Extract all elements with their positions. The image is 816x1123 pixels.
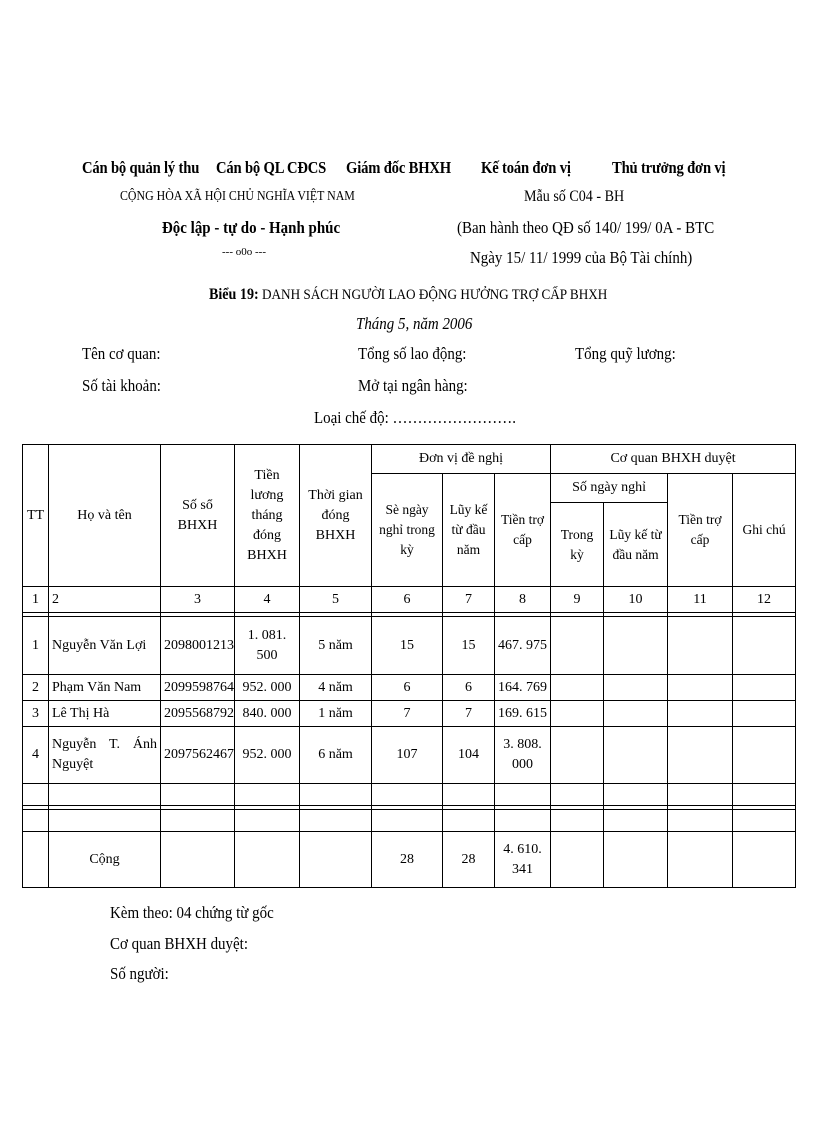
row-allowance: 169. 615	[495, 701, 551, 727]
header-book-no: Số sổ BHXH	[161, 445, 235, 587]
empty-row	[23, 784, 796, 806]
total-allowance: 4. 610. 341	[495, 832, 551, 888]
row-cumulative: 104	[443, 727, 495, 784]
row-tt: 3	[23, 701, 49, 727]
attached-documents: Kèm theo: 04 chứng từ gốc	[110, 903, 274, 922]
index-cell: 11	[668, 587, 733, 613]
index-cell: 1	[23, 587, 49, 613]
row-name: Lê Thị Hà	[49, 701, 161, 727]
total-workers-label: Tổng số lao động:	[358, 344, 467, 363]
row-name: Nguyễn T. Ánh Nguyệt	[49, 727, 161, 784]
table-row	[23, 727, 796, 784]
signature-accountant: Kế toán đơn vị	[481, 158, 571, 177]
header-days-group: Số ngày nghỉ	[551, 474, 668, 503]
header-name: Họ và tên	[49, 445, 161, 587]
header-tt: TT	[23, 445, 49, 587]
row-duration: 6 năm	[300, 727, 372, 784]
table-row	[23, 617, 796, 675]
row-allowance: 164. 769	[495, 675, 551, 701]
total-label: Cộng	[49, 832, 161, 888]
row-tt: 2	[23, 675, 49, 701]
row-duration: 1 năm	[300, 701, 372, 727]
country-name: CỘNG HÒA XÃ HỘI CHỦ NGHĨA VIỆT NAM	[120, 188, 355, 203]
index-cell: 6	[372, 587, 443, 613]
row-book-no: 2095568792	[161, 701, 235, 727]
page-title	[209, 286, 607, 304]
header-unit-proposal: Đơn vị đề nghị	[372, 445, 551, 474]
agency-label: Tên cơ quan:	[82, 344, 161, 363]
header-agency-allowance: Tiền trợ cấp	[668, 474, 733, 587]
bank-label: Mở tại ngân hàng:	[358, 376, 468, 395]
total-row	[23, 832, 796, 888]
signature-union-manager: Cán bộ QL CĐCS	[216, 158, 327, 177]
agency-approved: Cơ quan BHXH duyệt:	[110, 934, 248, 953]
total-salary-label: Tổng quỹ lương:	[575, 344, 676, 363]
table-row	[23, 701, 796, 727]
people-count: Số người:	[110, 964, 169, 983]
header-days-off: Sè ngày nghỉ trong kỳ	[372, 474, 443, 587]
row-cumulative: 7	[443, 701, 495, 727]
row-book-no: 2099598764	[161, 675, 235, 701]
row-duration: 5 năm	[300, 617, 372, 675]
header-cumulative: Lũy kế từ đầu năm	[443, 474, 495, 587]
index-cell: 10	[604, 587, 668, 613]
national-motto: Độc lập - tự do - Hạnh phúc	[162, 218, 341, 237]
header-allowance: Tiền trợ cấp	[495, 474, 551, 587]
row-salary: 1. 081. 500	[235, 617, 300, 675]
report-period: Tháng 5, năm 2006	[356, 314, 473, 333]
row-days: 7	[372, 701, 443, 727]
row-book-no: 2097562467	[161, 727, 235, 784]
row-salary: 952. 000	[235, 675, 300, 701]
header-in-period: Trong kỳ	[551, 503, 604, 587]
row-name: Phạm Văn Nam	[49, 675, 161, 701]
header-salary: Tiền lương tháng đóng BHXH	[235, 445, 300, 587]
row-tt: 4	[23, 727, 49, 784]
index-cell: 7	[443, 587, 495, 613]
allowance-table	[22, 444, 796, 888]
row-salary: 952. 000	[235, 727, 300, 784]
row-salary: 840. 000	[235, 701, 300, 727]
regime-label: Loại chế độ: …………………….	[314, 408, 516, 427]
index-cell: 8	[495, 587, 551, 613]
title-label: Biểu 19:	[209, 286, 259, 303]
form-number: Mẫu số C04 - BH	[524, 188, 625, 205]
account-label: Số tài khoản:	[82, 376, 161, 395]
index-cell: 5	[300, 587, 372, 613]
issued-decision: (Ban hành theo QĐ số 140/ 199/ 0A - BTC	[457, 218, 715, 237]
empty-row	[23, 810, 796, 832]
header-agency-approval: Cơ quan BHXH duyệt	[551, 445, 796, 474]
index-row	[23, 587, 796, 613]
total-days: 28	[372, 832, 443, 888]
header-note: Ghi chú	[733, 474, 796, 587]
index-cell: 9	[551, 587, 604, 613]
row-cumulative: 6	[443, 675, 495, 701]
signature-collector: Cán bộ quản lý thu	[82, 158, 200, 177]
issued-date: Ngày 15/ 11/ 1999 của Bộ Tài chính)	[470, 248, 693, 267]
row-cumulative: 15	[443, 617, 495, 675]
signature-director: Giám đốc BHXH	[346, 158, 451, 177]
row-book-no: 2098001213	[161, 617, 235, 675]
index-cell: 2	[49, 587, 161, 613]
index-cell: 4	[235, 587, 300, 613]
row-name: Nguyễn Văn Lợi	[49, 617, 161, 675]
signature-head-of-unit: Thủ trưởng đơn vị	[612, 158, 726, 177]
header-cum-year: Lũy kế từ đầu năm	[604, 503, 668, 587]
header-duration: Thời gian đóng BHXH	[300, 445, 372, 587]
row-days: 107	[372, 727, 443, 784]
row-allowance: 3. 808. 000	[495, 727, 551, 784]
total-cumulative: 28	[443, 832, 495, 888]
ornament: --- o0o ---	[222, 246, 266, 258]
table-row	[23, 675, 796, 701]
index-cell: 3	[161, 587, 235, 613]
row-allowance: 467. 975	[495, 617, 551, 675]
row-duration: 4 năm	[300, 675, 372, 701]
row-tt: 1	[23, 617, 49, 675]
row-days: 15	[372, 617, 443, 675]
index-cell: 12	[733, 587, 796, 613]
title-text: DANH SÁCH NGƯỜI LAO ĐỘNG HƯỞNG TRỢ CẤP BHXH	[261, 287, 608, 303]
row-days: 6	[372, 675, 443, 701]
